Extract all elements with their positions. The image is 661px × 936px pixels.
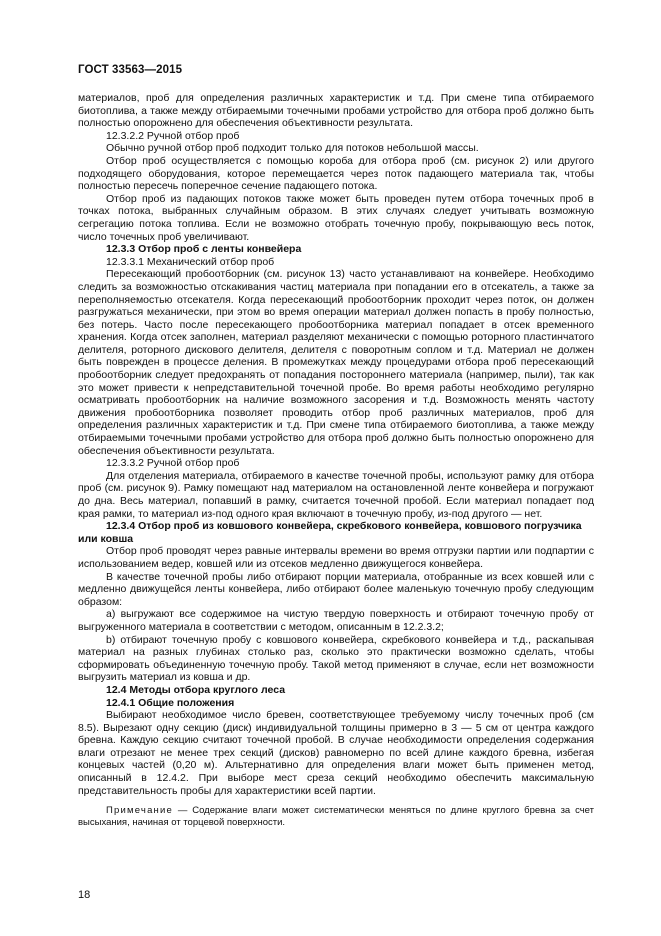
section-heading: 12.3.3 Отбор проб с ленты конвейера xyxy=(106,243,302,256)
page-number: 18 xyxy=(78,889,91,901)
paragraph: 12.3.2.2 Ручной отбор проб xyxy=(106,129,240,142)
paragraph: В качестве точечной пробы либо отбирают порции материала, отобранные из всех ковшей или с медленно движущейся ленты конвейера, либо отбирают более маленькую точечную пробу следующим образом: xyxy=(78,570,594,608)
paragraph: Отбор проб осуществляется с помощью короба для отбора проб (см. рисунок 2) или другого подходящего оборудования, которое перемещается через поток падающего материала так, чтобы полностью пересечь поперечное сечение падающего потока. xyxy=(78,154,594,193)
section-heading: 12.3.4 Отбор проб из ковшового конвейера, скребкового конвейера, ковшового погрузчика или ковша xyxy=(78,520,582,545)
paragraph: Обычно ручной отбор проб подходит только для потоков небольшой массы. xyxy=(106,142,479,155)
paragraph: а) выгружают все содержимое на чистую твердую поверхность и отбирают точечную пробу от выгруженного материала в соответствии с методом, описанным в 12.2.3.2; xyxy=(78,608,594,633)
section-heading: 12.4.1 Общие положения xyxy=(106,696,235,709)
paragraph: b) отбирают точечную пробу с ковшового конвейера, скребкового конвейера и т.д., раскапывая материал на разных глубинах столько раз, сколько это практически возможно сделать, чтобы сформировать объединенную точечную пробу. Такой метод применяют в случае, если нет возможности выгрузить материал из ковша и др. xyxy=(78,633,594,684)
document-body xyxy=(78,92,594,839)
paragraph: Отбор проб проводят через равные интервалы времени во время отгрузки партии или подпартии с использованием ведер, ковшей или из отсеков медленно движущегося конвейера. xyxy=(78,545,594,570)
section-heading: 12.4 Методы отбора круглого леса xyxy=(106,683,286,696)
note xyxy=(78,805,594,829)
paragraph: Отбор проб из падающих потоков также может быть проведен путем отбора точечных проб в точках потока, выбранных случайным образом. В этих случаях следует учитывать возможную сегрегацию потока топлива. Если не возможно отобрать точечную пробу, покрывающую весь поток, число точечных проб увеличивают. xyxy=(78,192,594,243)
paragraph: 12.3.3.1 Механический отбор проб xyxy=(106,255,275,268)
paragraph: материалов, проб для определения различных характеристик и т.д. При смене типа отбираемого биотоплива, а также между отбираемыми точечными пробами устройство для отбора проб должно быть полностью опорожнено для обеспечения объективности результата. xyxy=(78,92,594,130)
paragraph: Выбирают необходимое число бревен, соответствующее требуемому числу точечных проб (см 8.5). Вырезают одну секцию (диск) индивидуальной толщины примерно в 3 — 5 см от центра каждого бревна. Каждую секцию считают точечной пробой. В случае необходимости определения содержания влаги отрезают не менее трех секций (дисков) равномерно по всей длине каждого бревна, избегая концевых частей (0,20 м). Альтернативно для определения влаги может быть применен метод, описанный в 12.4.2. При выборе мест среза секций необходимо обеспечить максимальную представительность пробы для характеристики всей партии. xyxy=(78,709,594,797)
paragraph: 12.3.3.2 Ручной отбор проб xyxy=(106,457,240,470)
note-text: — Содержание влаги может систематически меняться по длине круглого бревна за счет высыхания, начиная от торцевой поверхности. xyxy=(78,805,594,829)
paragraph: Пересекающий пробоотборник (см. рисунок 13) часто устанавливают на конвейере. Необходимо следить за возможностью отскакивания частиц материала при попадании его в отсекатель, а также за переполняемостью отсекателя. Когда пересекающий пробоотборник проходит через поток, он должен разгружаться механически, при этом во время операции материал должен попасть в пробу полностью, без потерь. Часто после пересекающего пробоотборника материал попадает в отсек временного хранения. Когда отсек заполнен, материал разделяют механически с помощью роторного пластинчатого делителя, роторного дискового делителя, делителя с поворотным соплом и т.д. Материал не должен быть поврежден в процессе деления. В промежутках между процедурами отбора проб пересекающий пробоотборник следует предохранять от попадания постороннего материала (например, пыли), так как это может привести к непредставительной точечной пробе. Во время работы необходимо регулярно осматривать пробоотборник на наличие возможного засорения и т.д. Возможность менять частоту движения пробоотборника позволяет проводить отбор проб различных материалов, проб для определения различных характеристик и т.д. При смене типа отбираемого биотоплива, а также между отбираемыми точечными пробами устройство для отбора проб должно быть полностью опорожнено для обеспечения объективности результата. xyxy=(78,268,594,457)
paragraph: Для отделения материала, отбираемого в качестве точечной пробы, используют рамку для отбора проб (см. рисунок 9). Рамку помещают над материалом на остановленной ленте конвейера и погружают до дна. Весь материал, попавший в рамку, считается точечной пробой. Если материал попадает под края рамки, то материал из-под одного края включают в точечную пробу, из-под другого — нет. xyxy=(78,469,594,520)
note-label: Примечание xyxy=(106,805,173,817)
document-header: ГОСТ 33563—2015 xyxy=(78,64,183,76)
